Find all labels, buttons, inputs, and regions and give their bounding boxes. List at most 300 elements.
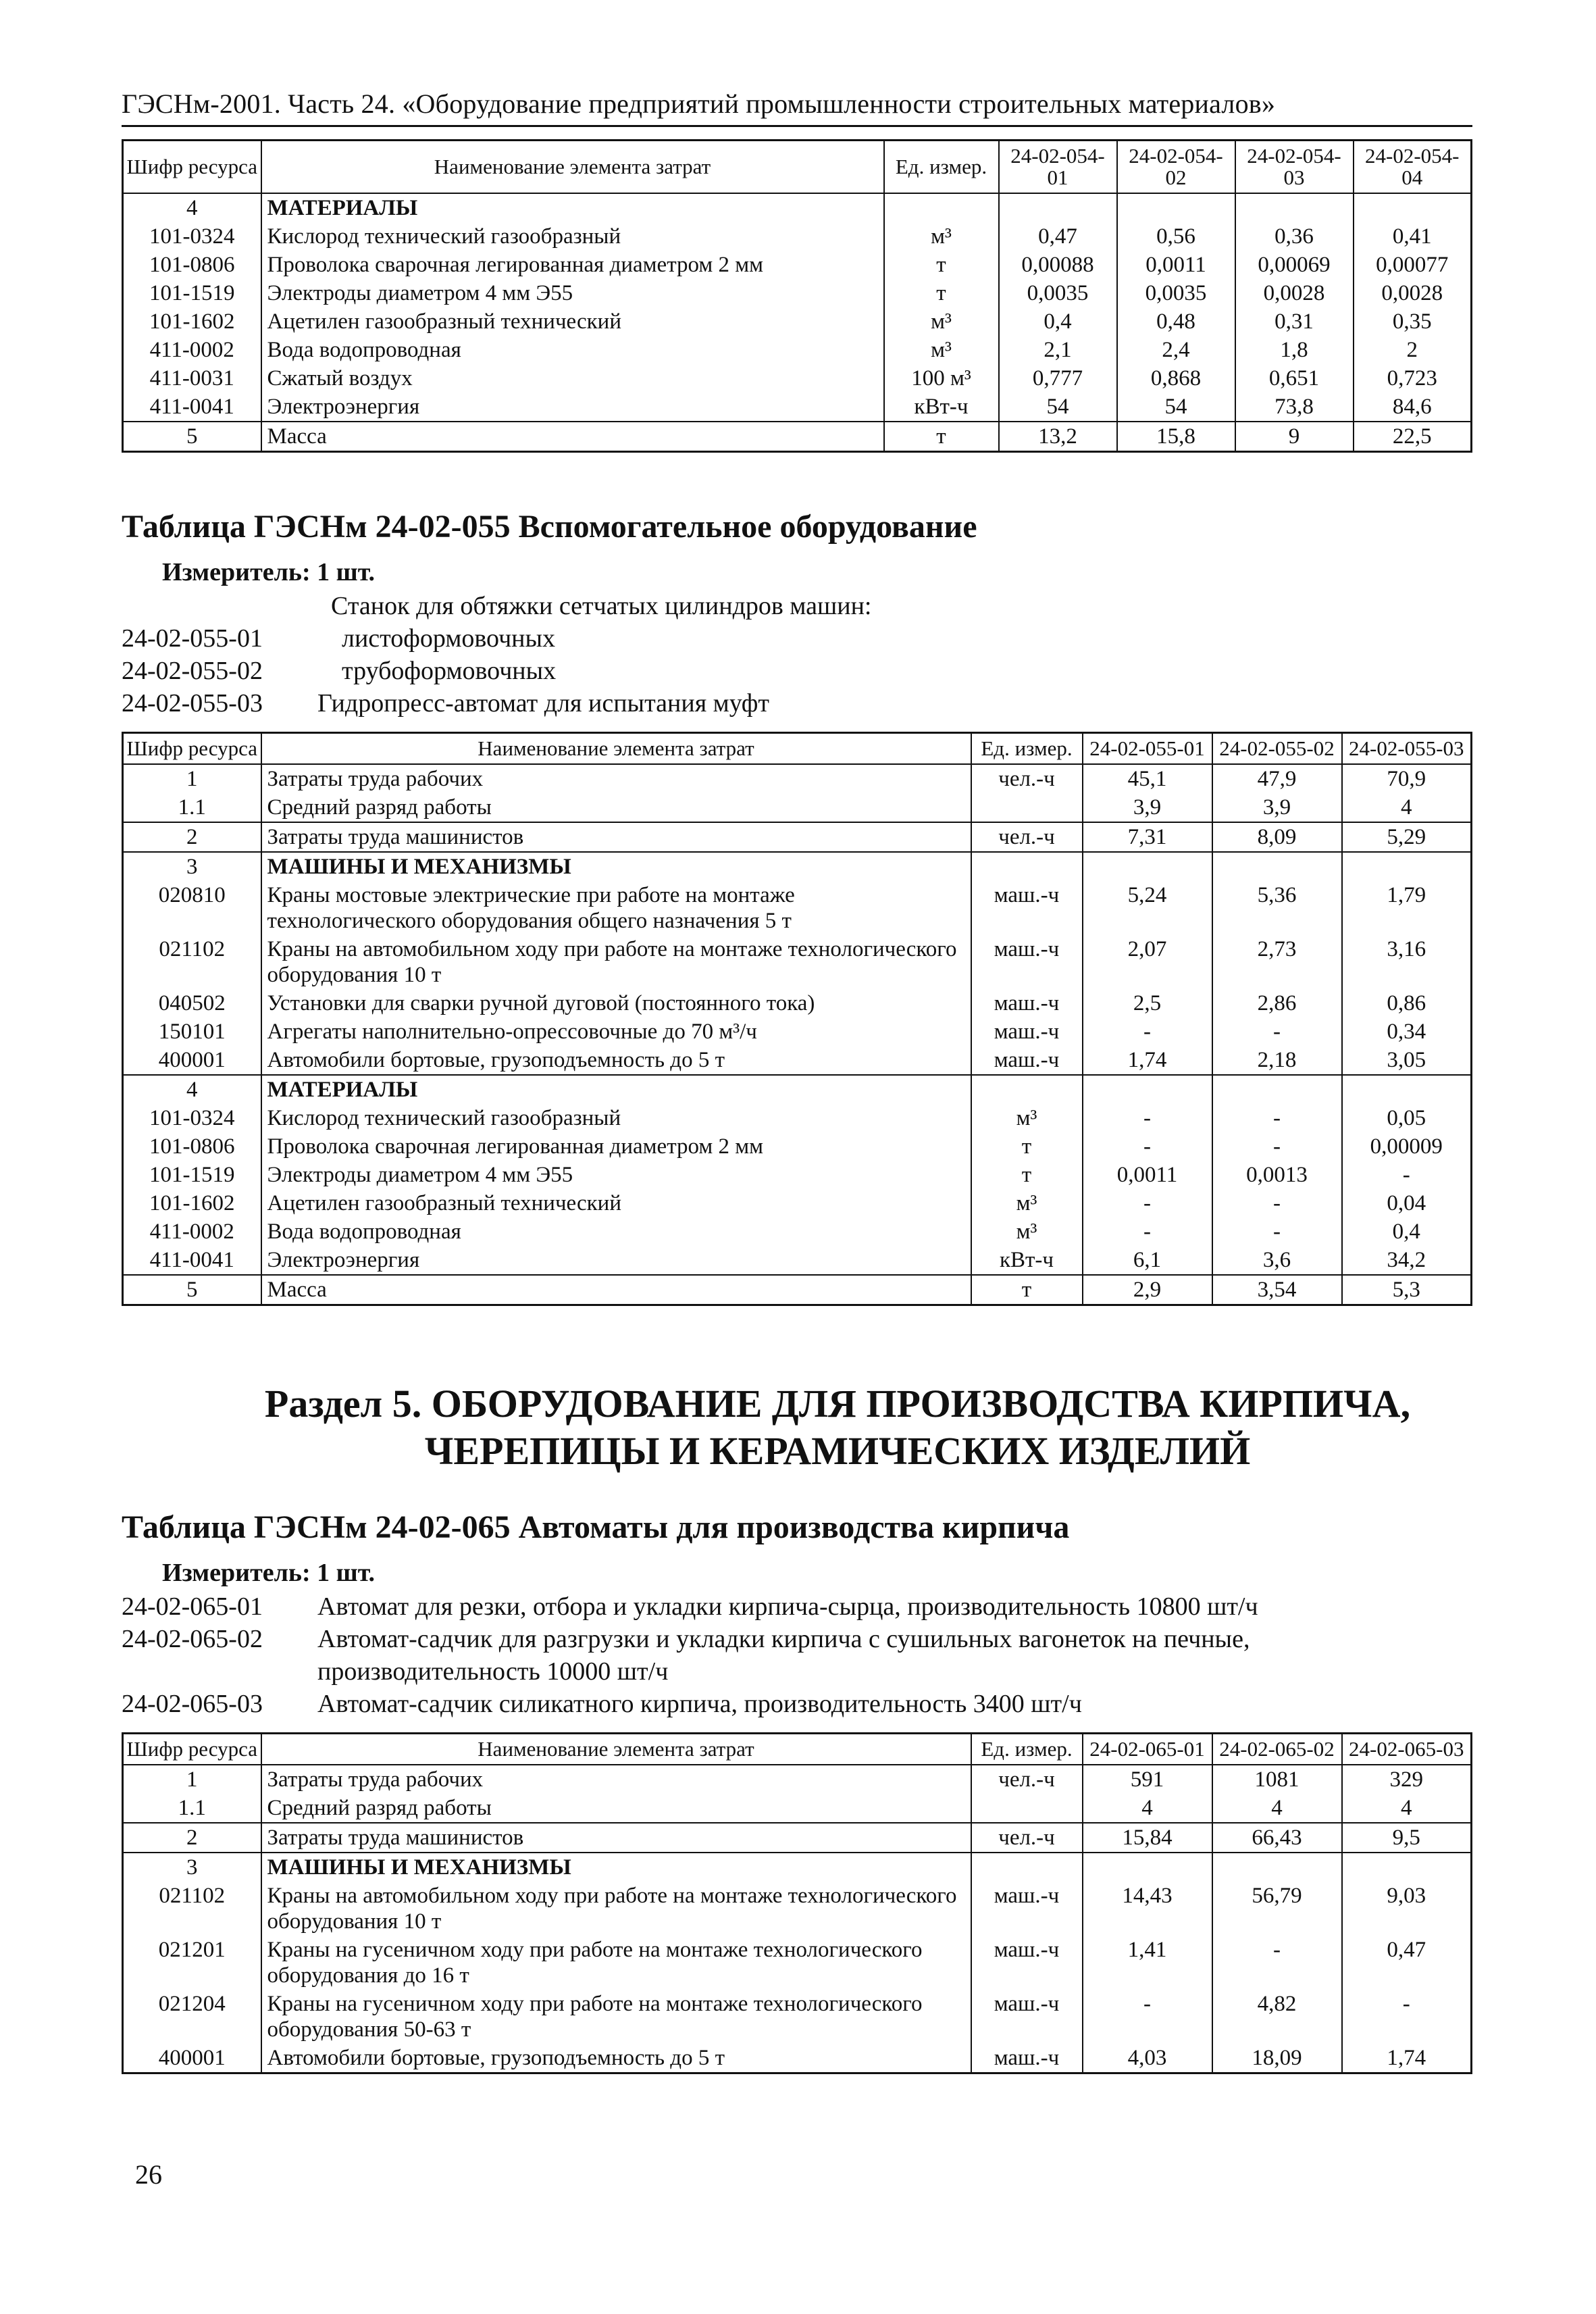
norm-value-cell: 0,0035 [1117,279,1235,307]
resource-table-054 [122,139,1472,453]
norm-item [122,655,1472,687]
norm-value-cell: - [1212,1217,1342,1246]
unit-cell: маш.-ч [971,935,1083,989]
norm-value-cell: 0,36 [1235,222,1354,251]
header-norm-1: 24-02-055-01 [1083,733,1212,765]
resource-table-065 [122,1732,1472,2074]
norm-value-cell: 2,18 [1212,1046,1342,1075]
cost-element-cell: МАТЕРИАЛЫ [261,1075,971,1104]
header-resource-code: Шифр ресурса [123,733,261,765]
section-title-line-2: ЧЕРЕПИЦЫ И КЕРАМИЧЕСКИХ ИЗДЕЛИЙ [424,1429,1251,1473]
table-header-row [123,733,1472,765]
table-row [123,1189,1472,1217]
norm-value-cell: 1,8 [1235,336,1354,364]
resource-code-cell: 101-0324 [123,1104,261,1132]
table-row [123,881,1472,935]
table-row [123,193,1472,222]
cost-element-cell: Электроэнергия [261,1246,971,1275]
cost-element-cell: МАШИНЫ И МЕХАНИЗМЫ [261,1853,971,1882]
norm-value-cell: 0,00009 [1342,1132,1472,1161]
norm-text: Автомат-садчик для разгрузки и укладки кирпича с сушильных вагонеток на печные, производительность 10000 шт/ч [317,1625,1250,1686]
norm-code: 24-02-065-02 [122,1625,263,1653]
table-row [123,1046,1472,1075]
unit-cell: м³ [884,307,999,336]
norm-value-cell [1342,1075,1472,1104]
norm-value-cell: 0,47 [1342,1936,1472,1990]
norm-value-cell: 0,4 [1342,1217,1472,1246]
unit-cell: 100 м³ [884,364,999,393]
table-row [123,422,1472,452]
norm-code: 24-02-055-03 [122,689,263,718]
norm-value-cell: 0,00069 [1235,251,1354,279]
resource-code-cell: 411-0031 [123,364,261,393]
norm-value-cell: 9,5 [1342,1823,1472,1853]
norm-value-cell: 1,74 [1342,2044,1472,2073]
resource-code-cell: 1 [123,764,261,793]
resource-code-cell: 150101 [123,1017,261,1046]
cost-element-cell: Агрегаты наполнительно-опрессовочные до 70 м³/ч [261,1017,971,1046]
header-resource-code: Шифр ресурса [123,141,261,194]
resource-code-cell: 3 [123,1853,261,1882]
norm-value-cell: 0,00077 [1354,251,1472,279]
norm-text: Автомат-садчик силикатного кирпича, производительность 3400 шт/ч [317,1690,1082,1718]
norm-value-cell: 2,1 [999,336,1117,364]
cost-element-cell: Кислород технический газообразный [261,1104,971,1132]
norm-value-cell: 0,723 [1354,364,1472,393]
table-row [123,1132,1472,1161]
norm-text: трубоформовочных [342,657,557,685]
norm-value-cell: 4 [1083,1794,1212,1823]
resource-code-cell: 101-0806 [123,1132,261,1161]
norm-value-cell: 2,9 [1083,1275,1212,1305]
unit-cell: м³ [971,1217,1083,1246]
resource-code-cell: 411-0041 [123,1246,261,1275]
norm-value-cell: 0,86 [1342,989,1472,1017]
norm-value-cell: - [1212,1104,1342,1132]
cost-element-cell: Ацетилен газообразный технический [261,307,884,336]
norm-value-cell: 2,73 [1212,935,1342,989]
norm-item [122,622,1472,655]
header-unit: Ед. измер. [971,1734,1083,1765]
unit-cell: маш.-ч [971,1882,1083,1936]
norm-value-cell: - [1083,1217,1212,1246]
norm-value-cell: 0,00088 [999,251,1117,279]
unit-cell: кВт-ч [884,393,999,422]
table-title-055: Таблица ГЭСНм 24-02-055 Вспомогательное оборудование [122,509,977,545]
norm-value-cell: 0,48 [1117,307,1235,336]
norm-value-cell: 3,05 [1342,1046,1472,1075]
cost-element-cell: Краны на гусеничном ходу при работе на монтаже технологического оборудования до 16 т [261,1936,971,1990]
cost-element-cell: Вода водопроводная [261,336,884,364]
norm-value-cell: 45,1 [1083,764,1212,793]
table-row [123,1075,1472,1104]
table-row [123,1765,1472,1794]
norm-value-cell: 66,43 [1212,1823,1342,1853]
resource-code-cell: 1.1 [123,793,261,822]
resource-code-cell: 1.1 [123,1794,261,1823]
unit-cell: м³ [971,1189,1083,1217]
norm-value-cell: 47,9 [1212,764,1342,793]
cost-element-cell: Проволока сварочная легированная диаметром 2 мм [261,1132,971,1161]
table-row [123,1936,1472,1990]
cost-element-cell: Масса [261,1275,971,1305]
norm-value-cell: 2,4 [1117,336,1235,364]
document-page [122,88,1472,2074]
resource-code-cell: 400001 [123,1046,261,1075]
measure-055: Измеритель: 1 шт. [162,558,376,586]
header-unit: Ед. измер. [971,733,1083,765]
cost-element-cell: Краны на гусеничном ходу при работе на монтаже технологического оборудования 50-63 т [261,1990,971,2044]
norm-value-cell: 5,3 [1342,1275,1472,1305]
norm-value-cell: 0,4 [999,307,1117,336]
resource-code-cell: 021102 [123,1882,261,1936]
unit-cell: кВт-ч [971,1246,1083,1275]
unit-cell: т [971,1161,1083,1189]
norm-value-cell: 0,04 [1342,1189,1472,1217]
norm-value-cell: 54 [1117,393,1235,422]
norm-value-cell: - [1342,1161,1472,1189]
norm-value-cell [1117,193,1235,222]
resource-code-cell: 101-1519 [123,1161,261,1189]
unit-cell: чел.-ч [971,764,1083,793]
norm-value-cell: 1081 [1212,1765,1342,1794]
header-norm-2: 24-02-055-02 [1212,733,1342,765]
norm-value-cell: 15,8 [1117,422,1235,452]
norm-value-cell: 18,09 [1212,2044,1342,2073]
norm-code: 24-02-055-01 [122,624,263,653]
norm-text: Автомат для резки, отбора и укладки кирпича-сырца, производительность 10800 шт/ч [317,1592,1258,1621]
norm-value-cell: 4,82 [1212,1990,1342,2044]
resource-code-cell: 4 [123,193,261,222]
norm-value-cell [1212,852,1342,881]
norm-value-cell: 0,0035 [999,279,1117,307]
unit-cell [971,793,1083,822]
resource-code-cell: 3 [123,852,261,881]
unit-cell: т [884,422,999,452]
norm-value-cell [1354,193,1472,222]
table-header-row [123,1734,1472,1765]
norm-value-cell: 0,0011 [1117,251,1235,279]
norm-value-cell: - [1342,1990,1472,2044]
header-resource-code: Шифр ресурса [123,1734,261,1765]
unit-cell: маш.-ч [971,1017,1083,1046]
norm-code: 24-02-055-02 [122,657,263,685]
header-norm-2: 24-02-065-02 [1212,1734,1342,1765]
cost-element-cell: МАТЕРИАЛЫ [261,193,884,222]
table-row [123,222,1472,251]
norm-value-cell: 0,651 [1235,364,1354,393]
norm-value-cell: 5,29 [1342,822,1472,852]
resource-code-cell: 040502 [123,989,261,1017]
norm-value-cell: - [1083,1104,1212,1132]
norm-value-cell: 0,05 [1342,1104,1472,1132]
norm-value-cell: 2,86 [1212,989,1342,1017]
unit-cell: маш.-ч [971,989,1083,1017]
resource-code-cell: 101-1602 [123,1189,261,1217]
unit-cell: м³ [884,336,999,364]
unit-cell: т [971,1275,1083,1305]
header-norm-4: 24-02-054-04 [1354,141,1472,194]
cost-element-cell: Электроэнергия [261,393,884,422]
norm-value-cell: 0,868 [1117,364,1235,393]
table-row [123,1275,1472,1305]
section-title-line-1: Раздел 5. ОБОРУДОВАНИЕ ДЛЯ ПРОИЗВОДСТВА КИРПИЧА, [264,1382,1411,1426]
norm-value-cell [999,193,1117,222]
norm-value-cell: 4,03 [1083,2044,1212,2073]
resource-code-cell: 101-1602 [123,307,261,336]
norm-value-cell: 8,09 [1212,822,1342,852]
norm-value-cell: 73,8 [1235,393,1354,422]
cost-element-cell: Средний разряд работы [261,793,971,822]
norm-value-cell: 9 [1235,422,1354,452]
resource-code-cell: 5 [123,1275,261,1305]
norm-value-cell: 6,1 [1083,1246,1212,1275]
norm-text: листоформовочных [342,624,556,653]
cost-element-cell: Сжатый воздух [261,364,884,393]
unit-cell: чел.-ч [971,822,1083,852]
header-norm-3: 24-02-055-03 [1342,733,1472,765]
norm-value-cell: 54 [999,393,1117,422]
cost-element-cell: Средний разряд работы [261,1794,971,1823]
resource-code-cell: 411-0002 [123,336,261,364]
table-title-065: Таблица ГЭСНм 24-02-065 Автоматы для производства кирпича [122,1509,1070,1545]
cost-element-cell: Затраты труда машинистов [261,1823,971,1853]
resource-code-cell: 020810 [123,881,261,935]
norm-code: 24-02-065-01 [122,1592,263,1621]
unit-cell: маш.-ч [971,1046,1083,1075]
resource-code-cell: 411-0002 [123,1217,261,1246]
norm-value-cell [1235,193,1354,222]
measure-065: Измеритель: 1 шт. [162,1559,376,1587]
table-row [123,1104,1472,1132]
norm-value-cell: 5,36 [1212,881,1342,935]
norm-value-cell [1083,1075,1212,1104]
unit-cell: т [884,279,999,307]
table-row [123,1882,1472,1936]
cost-element-cell: Кислород технический газообразный [261,222,884,251]
norm-value-cell: 70,9 [1342,764,1472,793]
unit-cell [971,1075,1083,1104]
cost-element-cell: Затраты труда рабочих [261,764,971,793]
table-header-row [123,141,1472,194]
norm-value-cell: 34,2 [1342,1246,1472,1275]
table-row [123,364,1472,393]
table-row [123,793,1472,822]
norm-item [122,687,1472,720]
norm-item [122,1590,1472,1623]
unit-cell: чел.-ч [971,1823,1083,1853]
unit-cell: т [884,251,999,279]
header-norm-3: 24-02-054-03 [1235,141,1354,194]
table-row [123,1990,1472,2044]
norm-group-line: Станок для обтяжки сетчатых цилиндров машин: [331,592,872,620]
norm-value-cell: 2,5 [1083,989,1212,1017]
norm-value-cell: - [1083,1017,1212,1046]
norm-list-055 [122,590,1472,720]
norm-value-cell: 3,6 [1212,1246,1342,1275]
norm-value-cell [1342,852,1472,881]
norm-value-cell: 329 [1342,1765,1472,1794]
unit-cell: маш.-ч [971,2044,1083,2073]
norm-value-cell: - [1083,1990,1212,2044]
norm-value-cell: 0,0013 [1212,1161,1342,1189]
header-norm-1: 24-02-054-01 [999,141,1117,194]
resource-code-cell: 1 [123,1765,261,1794]
cost-element-cell: Электроды диаметром 4 мм Э55 [261,1161,971,1189]
cost-element-cell: МАШИНЫ И МЕХАНИЗМЫ [261,852,971,881]
table-row [123,279,1472,307]
norm-value-cell: 0,56 [1117,222,1235,251]
header-cost-element: Наименование элемента затрат [261,733,971,765]
unit-cell: маш.-ч [971,1990,1083,2044]
norm-value-cell: - [1083,1132,1212,1161]
cost-element-cell: Вода водопроводная [261,1217,971,1246]
table-row [123,1794,1472,1823]
norm-value-cell: 22,5 [1354,422,1472,452]
table-row [123,1017,1472,1046]
cost-element-cell: Затраты труда рабочих [261,1765,971,1794]
norm-value-cell: 1,41 [1083,1936,1212,1990]
norm-value-cell [1342,1853,1472,1882]
table-row [123,764,1472,793]
norm-value-cell: 15,84 [1083,1823,1212,1853]
resource-code-cell: 101-0806 [123,251,261,279]
cost-element-cell: Ацетилен газообразный технический [261,1189,971,1217]
resource-code-cell: 400001 [123,2044,261,2073]
unit-cell [971,1853,1083,1882]
norm-text: Гидропресс-автомат для испытания муфт [317,689,770,718]
resource-code-cell: 021201 [123,1936,261,1990]
table-row [123,822,1472,852]
resource-code-cell: 411-0041 [123,393,261,422]
cost-element-cell: Краны мостовые электрические при работе на монтаже технологического оборудования общего назначения 5 т [261,881,971,935]
norm-value-cell [1083,852,1212,881]
norm-value-cell: - [1212,1017,1342,1046]
resource-code-cell: 4 [123,1075,261,1104]
cost-element-cell: Краны на автомобильном ходу при работе на монтаже технологического оборудования 10 т [261,935,971,989]
unit-cell: чел.-ч [971,1765,1083,1794]
norm-value-cell: 0,0011 [1083,1161,1212,1189]
norm-value-cell: 4 [1342,793,1472,822]
cost-element-cell: Масса [261,422,884,452]
norm-value-cell: 9,03 [1342,1882,1472,1936]
norm-value-cell: 2,07 [1083,935,1212,989]
header-norm-3: 24-02-065-03 [1342,1734,1472,1765]
cost-element-cell: Проволока сварочная легированная диаметром 2 мм [261,251,884,279]
norm-value-cell: 7,31 [1083,822,1212,852]
norm-value-cell: 0,47 [999,222,1117,251]
table-row [123,1161,1472,1189]
norm-value-cell: 1,74 [1083,1046,1212,1075]
resource-code-cell: 101-0324 [123,222,261,251]
resource-code-cell: 5 [123,422,261,452]
norm-value-cell: 0,34 [1342,1017,1472,1046]
norm-item [122,1623,1472,1688]
norm-value-cell [1212,1853,1342,1882]
resource-code-cell: 2 [123,822,261,852]
norm-value-cell: 13,2 [999,422,1117,452]
cost-element-cell: Автомобили бортовые, грузоподъемность до 5 т [261,2044,971,2073]
unit-cell: м³ [884,222,999,251]
cost-element-cell: Затраты труда машинистов [261,822,971,852]
table-row [123,852,1472,881]
norm-value-cell: 4 [1212,1794,1342,1823]
norm-value-cell: 5,24 [1083,881,1212,935]
norm-value-cell [1212,1075,1342,1104]
cost-element-cell: Электроды диаметром 4 мм Э55 [261,279,884,307]
norm-value-cell: 4 [1342,1794,1472,1823]
norm-value-cell: - [1212,1936,1342,1990]
resource-table-055 [122,732,1472,1306]
unit-cell [971,852,1083,881]
unit-cell: т [971,1132,1083,1161]
table-row [123,1246,1472,1275]
table-row [123,989,1472,1017]
norm-value-cell: 0,41 [1354,222,1472,251]
table-row [123,2044,1472,2073]
norm-value-cell: 2 [1354,336,1472,364]
norm-value-cell: 3,9 [1083,793,1212,822]
norm-value-cell: - [1212,1132,1342,1161]
section-title [122,1380,1472,1475]
norm-value-cell: 84,6 [1354,393,1472,422]
page-number: 26 [135,2159,162,2190]
resource-code-cell: 101-1519 [123,279,261,307]
norm-code: 24-02-065-03 [122,1690,263,1718]
norm-item [122,1688,1472,1720]
header-cost-element: Наименование элемента затрат [261,141,884,194]
header-norm-1: 24-02-065-01 [1083,1734,1212,1765]
table-row [123,393,1472,422]
norm-value-cell: 0,35 [1354,307,1472,336]
norm-value-cell: - [1083,1189,1212,1217]
header-cost-element: Наименование элемента затрат [261,1734,971,1765]
norm-value-cell: 3,9 [1212,793,1342,822]
table-row [123,1853,1472,1882]
unit-cell: маш.-ч [971,1936,1083,1990]
norm-value-cell: 3,16 [1342,935,1472,989]
unit-cell [884,193,999,222]
table-row [123,251,1472,279]
norm-value-cell: 0,0028 [1354,279,1472,307]
running-header: ГЭСНм-2001. Часть 24. «Оборудование предприятий промышленности строительных материалов» [122,88,1472,127]
cost-element-cell: Автомобили бортовые, грузоподъемность до 5 т [261,1046,971,1075]
table-row [123,1217,1472,1246]
norm-value-cell [1083,1853,1212,1882]
norm-value-cell: 14,43 [1083,1882,1212,1936]
cost-element-cell: Краны на автомобильном ходу при работе на монтаже технологического оборудования 10 т [261,1882,971,1936]
resource-code-cell: 021204 [123,1990,261,2044]
resource-code-cell: 2 [123,1823,261,1853]
unit-cell: маш.-ч [971,881,1083,935]
table-row [123,336,1472,364]
norm-value-cell: 0,31 [1235,307,1354,336]
norm-list-065 [122,1590,1472,1720]
norm-value-cell: - [1212,1189,1342,1217]
norm-value-cell: 1,79 [1342,881,1472,935]
norm-value-cell: 591 [1083,1765,1212,1794]
table-row [123,307,1472,336]
resource-code-cell: 021102 [123,935,261,989]
table-row [123,1823,1472,1853]
unit-cell [971,1794,1083,1823]
norm-value-cell: 3,54 [1212,1275,1342,1305]
norm-value-cell: 56,79 [1212,1882,1342,1936]
table-row [123,935,1472,989]
norm-value-cell: 0,777 [999,364,1117,393]
cost-element-cell: Установки для сварки ручной дуговой (постоянного тока) [261,989,971,1017]
unit-cell: м³ [971,1104,1083,1132]
